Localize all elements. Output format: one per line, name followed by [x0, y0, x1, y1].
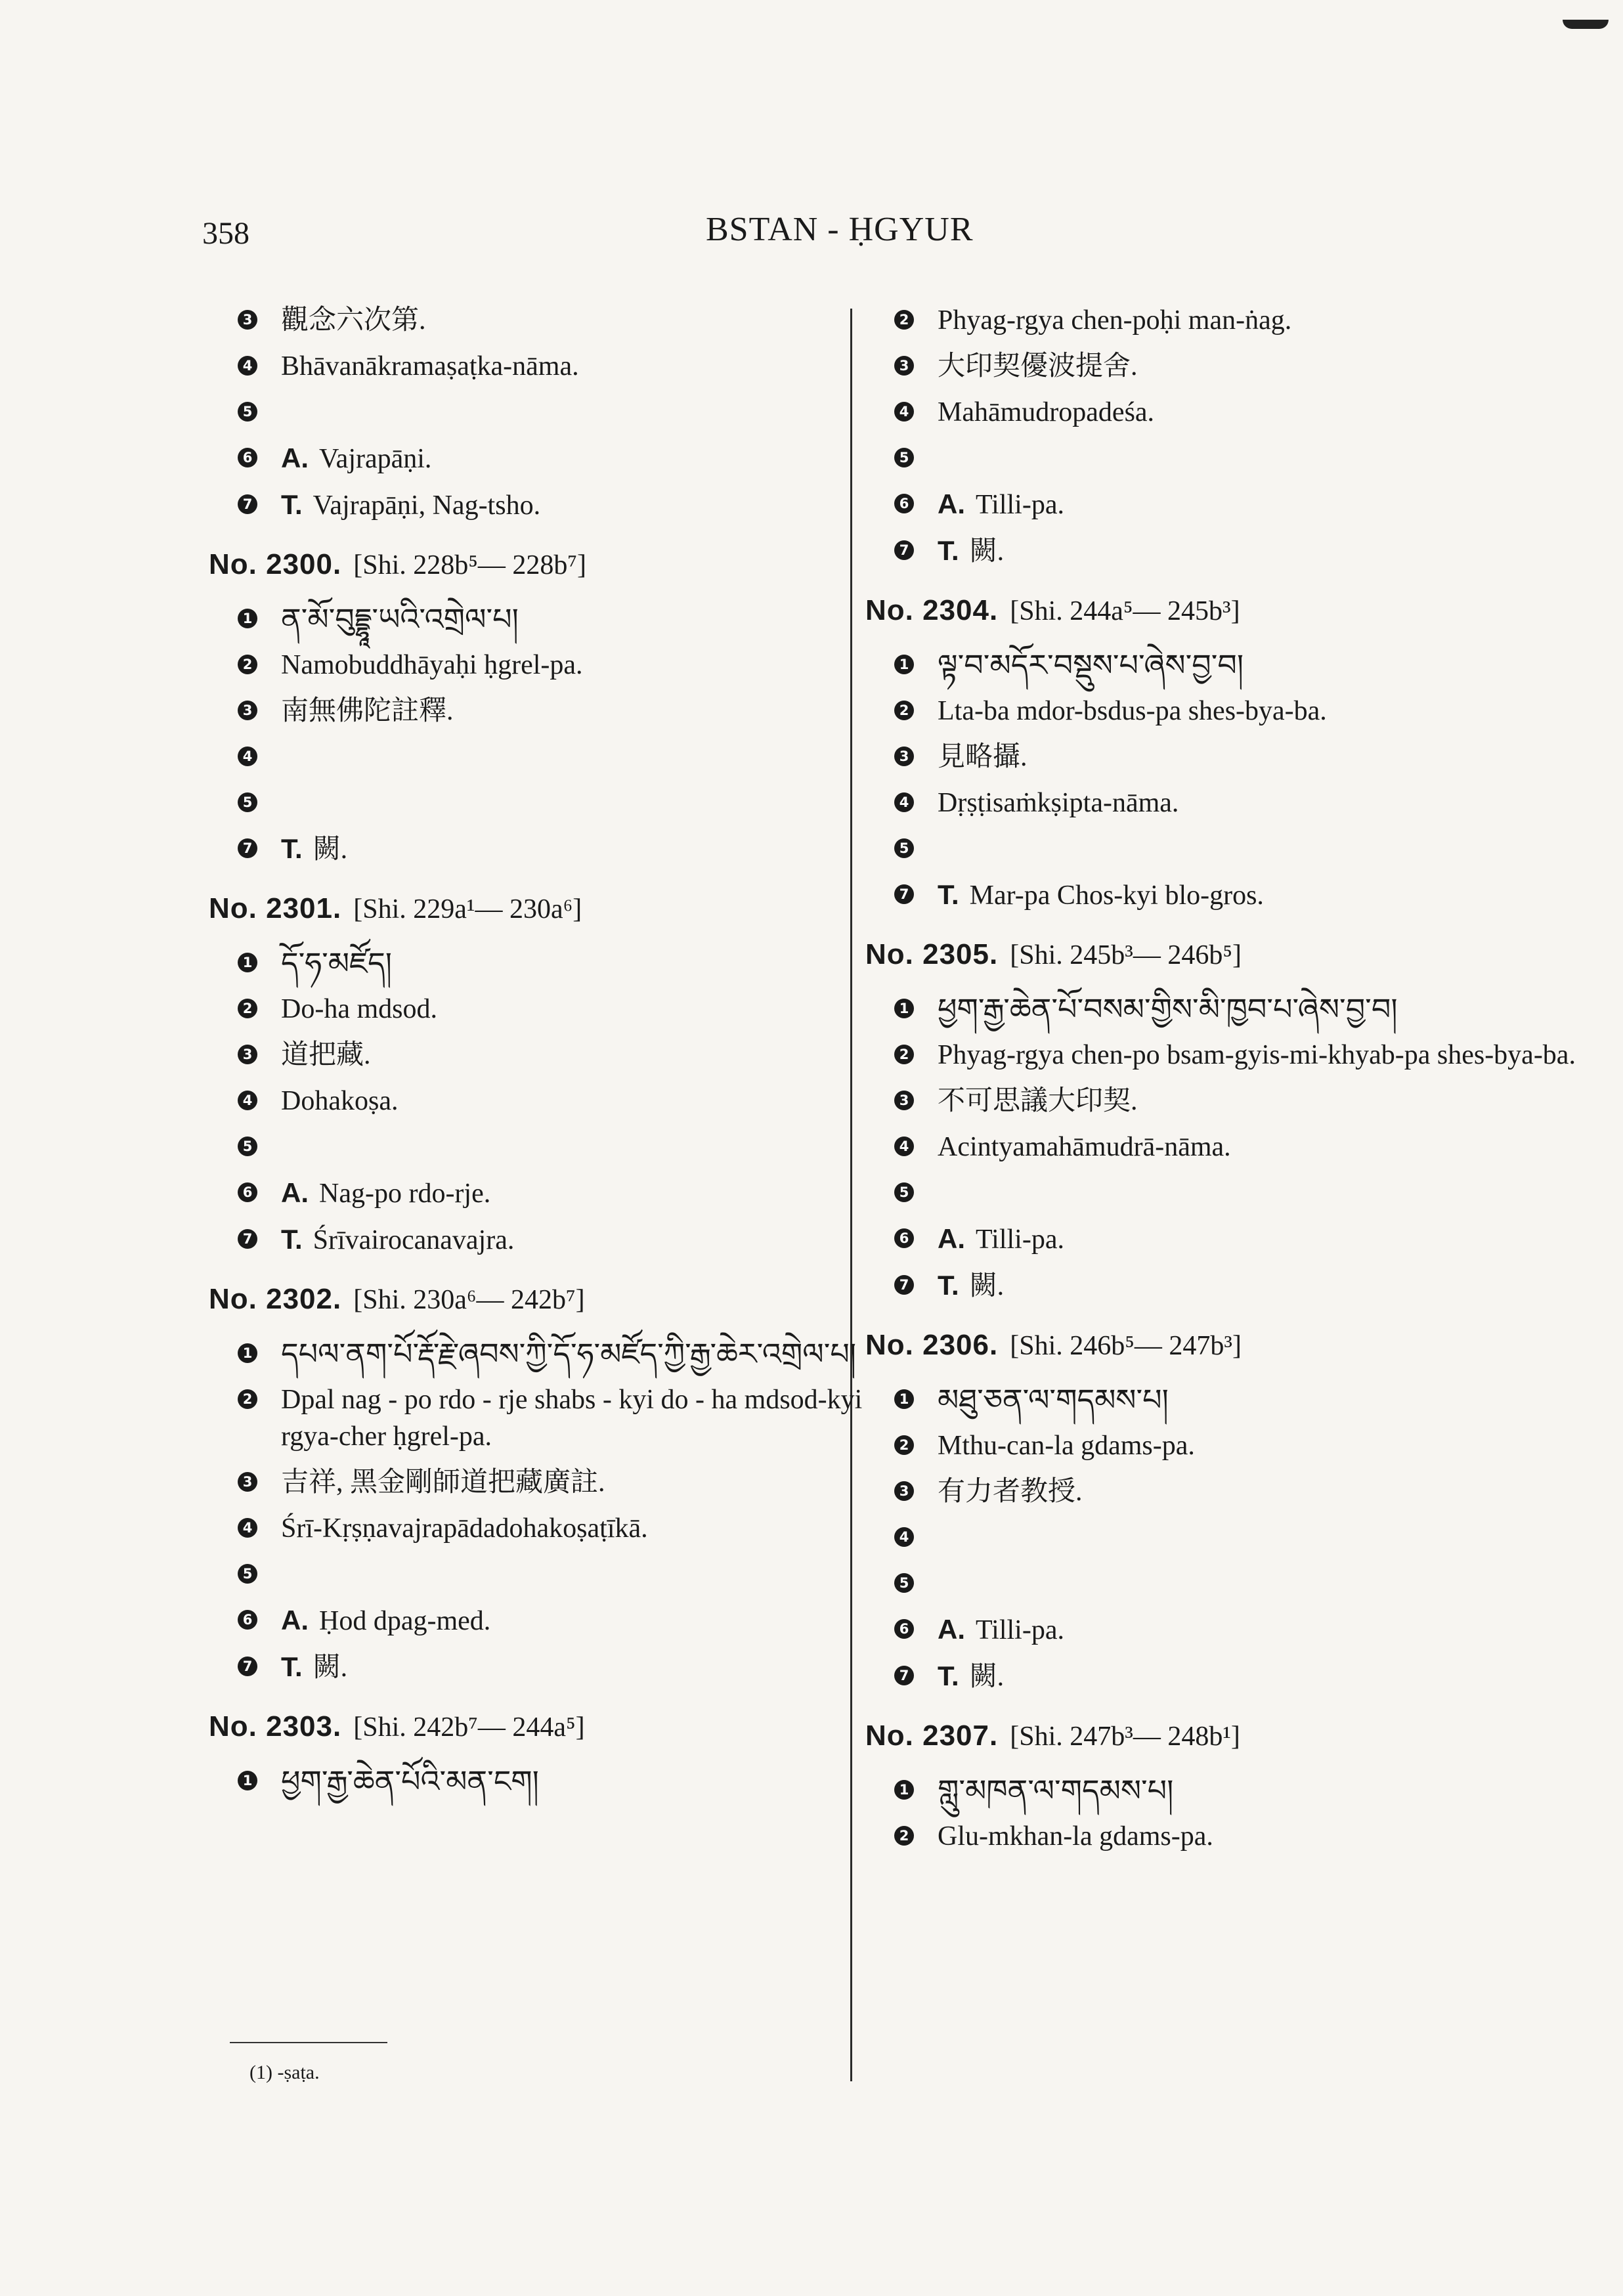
right-column [865, 302, 1588, 1878]
field-number-badge: 4 [894, 402, 914, 422]
field-text: 南無佛陀註釋. [281, 696, 454, 726]
field-number-badge: 3 [238, 1045, 257, 1064]
field-text: མཐུ་ཅན་ལ་གདམས་པ། [938, 1382, 1169, 1418]
field-line [894, 877, 1588, 914]
field-line [238, 394, 918, 431]
field-line [894, 1037, 1588, 1073]
field-line [894, 739, 1588, 775]
entry-header [865, 1719, 1588, 1752]
entry-number: No. 2302. [209, 1283, 342, 1315]
field-number-badge: 4 [238, 1518, 257, 1538]
field-number-badge: 6 [238, 1610, 257, 1630]
field-text: A. Tilli-pa. [938, 1614, 1064, 1645]
field-number-badge: 7 [238, 1229, 257, 1249]
field-number-badge: 1 [894, 1389, 914, 1409]
field-number-badge: 4 [894, 1527, 914, 1547]
field-text: གླུ་མཁན་ལ་གདམས་པ། [938, 1773, 1174, 1808]
role-label: A. [281, 1177, 309, 1208]
folio-reference: [Shi. 242b⁷— 244a⁵] [353, 1712, 585, 1743]
role-label: T. [938, 535, 959, 566]
field-text: ཕྱག་རྒྱ་ཆེན་པོའི་མན་ངག། [281, 1764, 539, 1799]
field-line [894, 785, 1588, 821]
role-label: A. [938, 488, 965, 519]
field-text: 觀念六次第. [281, 305, 426, 336]
folio-reference: [Shi. 247b³— 248b¹] [1010, 1722, 1240, 1752]
field-number-badge: 7 [894, 884, 914, 904]
field-number-badge: 3 [238, 1472, 257, 1492]
field-line [238, 1381, 918, 1455]
field-line [238, 1763, 918, 1800]
role-label: T. [281, 1651, 303, 1682]
field-number-badge: 1 [238, 609, 257, 628]
field-line [238, 647, 918, 683]
field-line [894, 394, 1588, 431]
field-line [894, 1083, 1588, 1119]
field-number-badge: 3 [894, 747, 914, 766]
field-text: Śrī-Kṛṣṇavajrapādadohakoṣaṭīkā. [281, 1513, 648, 1544]
entry-header [209, 548, 918, 581]
field-line [894, 1129, 1588, 1165]
field-text: Dṛṣṭisaṁkṣipta-nāma. [938, 788, 1179, 818]
entry-header [209, 1710, 918, 1743]
field-number-badge: 3 [894, 356, 914, 376]
field-line [238, 1464, 918, 1501]
role-label: A. [938, 1614, 965, 1645]
field-line [894, 532, 1588, 570]
field-text: Acintyamahāmudrā-nāma. [938, 1132, 1231, 1162]
continued-entry [209, 302, 918, 524]
field-number-badge: 4 [894, 792, 914, 812]
field-number-badge: 6 [238, 1182, 257, 1202]
field-number-badge: 7 [238, 494, 257, 514]
folio-reference: [Shi. 244a⁵— 245b³] [1010, 596, 1240, 626]
field-line [238, 1335, 918, 1372]
folio-reference: [Shi. 228b⁵— 228b⁷] [353, 550, 587, 580]
field-text: Phyag-rgya chen-poḥi man-ṅag. [938, 305, 1292, 336]
field-line [238, 601, 918, 638]
catalog-entry [209, 1282, 918, 1686]
field-number-badge: 2 [894, 701, 914, 720]
field-number-badge: 1 [238, 953, 257, 972]
field-text: A. Nag-po rdo-rje. [281, 1177, 491, 1209]
field-line [238, 487, 918, 524]
field-text: Dpal nag - po rdo - rje shabs - kyi do - ha mdsod-kyi rgya-cher ḥgrel-pa. [281, 1385, 863, 1452]
field-line [238, 1510, 918, 1547]
field-text: 見略攝. [938, 742, 1028, 772]
field-line [238, 693, 918, 729]
field-text: དོ་ཧ་མཛོད། [281, 945, 393, 981]
field-line [894, 1519, 1588, 1556]
field-line [894, 1565, 1588, 1602]
field-line [238, 945, 918, 982]
field-line [238, 1602, 918, 1639]
field-number-badge: 5 [238, 1564, 257, 1584]
field-line [894, 1381, 1588, 1418]
role-label: T. [281, 1224, 303, 1255]
field-number-badge: 6 [238, 448, 257, 467]
field-text: T. Mar-pa Chos-kyi blo-gros. [938, 879, 1264, 911]
role-label: T. [938, 1660, 959, 1691]
field-line [894, 1267, 1588, 1305]
field-line [894, 440, 1588, 477]
catalog-entry [209, 1710, 918, 1800]
entry-number: No. 2304. [865, 594, 999, 626]
field-text: T. Śrīvairocanavajra. [281, 1224, 515, 1255]
field-text: A. Tilli-pa. [938, 1223, 1064, 1255]
field-number-badge: 2 [238, 1389, 257, 1409]
role-label: A. [281, 443, 309, 473]
field-number-badge: 3 [238, 701, 257, 720]
field-line [894, 647, 1588, 683]
field-number-badge: 5 [238, 1137, 257, 1156]
field-text: Mthu-can-la gdams-pa. [938, 1431, 1195, 1461]
field-line [894, 302, 1588, 339]
field-number-badge: 2 [238, 655, 257, 674]
folio-reference: [Shi. 246b⁵— 247b³] [1010, 1331, 1242, 1361]
field-text: A. Vajrapāṇi. [281, 443, 432, 474]
entry-header [865, 1328, 1588, 1362]
field-number-badge: 7 [894, 540, 914, 560]
continued-entry [865, 302, 1588, 570]
field-line [238, 739, 918, 775]
footnote-rule [230, 2042, 387, 2043]
entry-header [209, 892, 918, 925]
field-number-badge: 1 [894, 1780, 914, 1800]
left-column [209, 302, 918, 1823]
field-number-badge: 2 [238, 999, 257, 1018]
field-text: དཔལ་ནག་པོ་རྡོ་རྗེ་ཞབས་ཀྱི་དོ་ཧ་མཛོད་ཀྱི་རྒྱ་ཆེར་འགྲེལ་པ། [281, 1336, 857, 1372]
role-label: T. [938, 879, 959, 910]
field-line [238, 1556, 918, 1593]
field-number-badge: 1 [894, 999, 914, 1018]
field-line [894, 1611, 1588, 1649]
field-line [894, 1473, 1588, 1510]
field-text: T. Vajrapāṇi, Nag-tsho. [281, 489, 541, 521]
field-line [238, 302, 918, 339]
footnote-text: -ṣaṭa. [277, 2062, 320, 2083]
field-text: 有力者教授. [938, 1477, 1083, 1507]
role-label: A. [938, 1223, 965, 1254]
field-text: 大印契優波提舍. [938, 351, 1138, 381]
field-line [238, 1175, 918, 1212]
folio-reference: [Shi. 245b³— 246b⁵] [1010, 940, 1242, 970]
catalog-entry [209, 548, 918, 868]
field-line [894, 991, 1588, 1028]
entry-number: No. 2300. [209, 548, 342, 580]
field-number-badge: 2 [894, 1435, 914, 1455]
field-text: T. 闕. [281, 833, 348, 865]
folio-reference: [Shi. 229a¹— 230a⁶] [353, 894, 582, 924]
field-number-badge: 6 [894, 1619, 914, 1639]
field-line [894, 486, 1588, 523]
field-number-badge: 1 [894, 655, 914, 674]
field-line [238, 1037, 918, 1073]
catalog-entry [865, 1328, 1588, 1695]
field-number-badge: 4 [238, 356, 257, 376]
footnote [249, 2062, 320, 2084]
field-line [238, 831, 918, 868]
field-text: T. 闕. [938, 1660, 1005, 1692]
entry-header [209, 1282, 918, 1316]
field-line [238, 785, 918, 821]
field-line [238, 1083, 918, 1119]
folio-reference: [Shi. 230a⁶— 242b⁷] [353, 1285, 585, 1315]
field-text: Do-ha mdsod. [281, 994, 437, 1024]
footnote-marker: (1) [249, 2062, 272, 2083]
field-number-badge: 2 [894, 1826, 914, 1846]
field-line [894, 1175, 1588, 1211]
field-number-badge: 2 [894, 1045, 914, 1064]
entry-header [865, 594, 1588, 627]
field-line [894, 1221, 1588, 1258]
entry-header [865, 938, 1588, 971]
field-text: Dohakoṣa. [281, 1086, 399, 1116]
field-text: Lta-ba mdor-bsdus-pa shes-bya-ba. [938, 696, 1327, 726]
field-line [238, 1221, 918, 1259]
field-line [238, 440, 918, 477]
field-text: A. Ḥod dpag-med. [281, 1605, 491, 1636]
field-number-badge: 4 [894, 1137, 914, 1156]
field-line [238, 1129, 918, 1165]
field-line [894, 693, 1588, 729]
field-number-badge: 3 [894, 1481, 914, 1501]
field-number-badge: 7 [238, 838, 257, 858]
field-line [894, 1818, 1588, 1855]
field-text: T. 闕. [938, 1270, 1005, 1301]
field-text: 吉祥, 黑金剛師道把藏廣註. [281, 1467, 605, 1498]
field-line [894, 1658, 1588, 1695]
field-text: T. 闕. [938, 535, 1005, 567]
field-line [238, 991, 918, 1028]
field-number-badge: 3 [238, 310, 257, 330]
entry-number: No. 2307. [865, 1720, 999, 1752]
role-label: T. [281, 489, 303, 520]
field-line [894, 348, 1588, 385]
catalog-entry [865, 1719, 1588, 1855]
catalog-entry [209, 892, 918, 1259]
catalog-entry [865, 938, 1588, 1305]
field-text: A. Tilli-pa. [938, 488, 1064, 520]
page-number: 358 [202, 216, 249, 251]
field-number-badge: 4 [238, 1091, 257, 1110]
field-line [894, 1772, 1588, 1809]
entry-number: No. 2301. [209, 892, 342, 924]
entry-number: No. 2306. [865, 1329, 999, 1361]
field-number-badge: 5 [238, 792, 257, 812]
entry-number: No. 2303. [209, 1710, 342, 1743]
role-label: T. [938, 1270, 959, 1301]
field-number-badge: 7 [238, 1657, 257, 1676]
field-text: Namobuddhāyaḥi ḥgrel-pa. [281, 650, 583, 680]
entry-number: No. 2305. [865, 938, 999, 970]
scan-corner-mark [1563, 20, 1609, 29]
field-text: Glu-mkhan-la gdams-pa. [938, 1821, 1213, 1852]
field-number-badge: 5 [894, 1573, 914, 1593]
field-number-badge: 4 [238, 747, 257, 766]
field-number-badge: 6 [894, 494, 914, 513]
field-number-badge: 7 [894, 1275, 914, 1295]
field-text: ན་མོ་བུདྡྷཱ་ཡའི་འགྲེལ་པ། [281, 601, 519, 637]
field-text: ཕྱག་རྒྱ་ཆེན་པོ་བསམ་གྱིས་མི་ཁྱབ་པ་ཞེས་བྱ་བ། [938, 991, 1398, 1027]
field-number-badge: 1 [238, 1343, 257, 1363]
field-number-badge: 5 [894, 838, 914, 858]
field-number-badge: 5 [894, 1182, 914, 1202]
field-line [238, 1649, 918, 1686]
role-label: T. [281, 833, 303, 864]
field-text: Phyag-rgya chen-po bsam-gyis-mi-khyab-pa shes-bya-ba. [938, 1040, 1576, 1070]
field-number-badge: 5 [894, 448, 914, 467]
field-line [894, 831, 1588, 867]
field-text: 道把藏. [281, 1040, 371, 1070]
field-text: T. 闕. [281, 1651, 348, 1683]
field-number-badge: 6 [894, 1228, 914, 1248]
field-line [894, 1427, 1588, 1464]
field-text: ལྟ་བ་མདོར་བསྡུས་པ་ཞེས་བྱ་བ། [938, 647, 1244, 683]
field-number-badge: 7 [894, 1666, 914, 1685]
role-label: A. [281, 1605, 309, 1635]
field-number-badge: 5 [238, 402, 257, 422]
field-line [238, 348, 918, 385]
field-number-badge: 3 [894, 1091, 914, 1110]
field-number-badge: 2 [894, 310, 914, 330]
catalog-entry [865, 594, 1588, 914]
running-head: BSTAN - ḤGYUR [706, 211, 974, 248]
field-number-badge: 1 [238, 1771, 257, 1790]
field-text: 不可思議大印契. [938, 1086, 1138, 1116]
field-text: Bhāvanākramaṣaṭka-nāma. [281, 351, 579, 381]
field-text: Mahāmudropadeśa. [938, 397, 1155, 427]
